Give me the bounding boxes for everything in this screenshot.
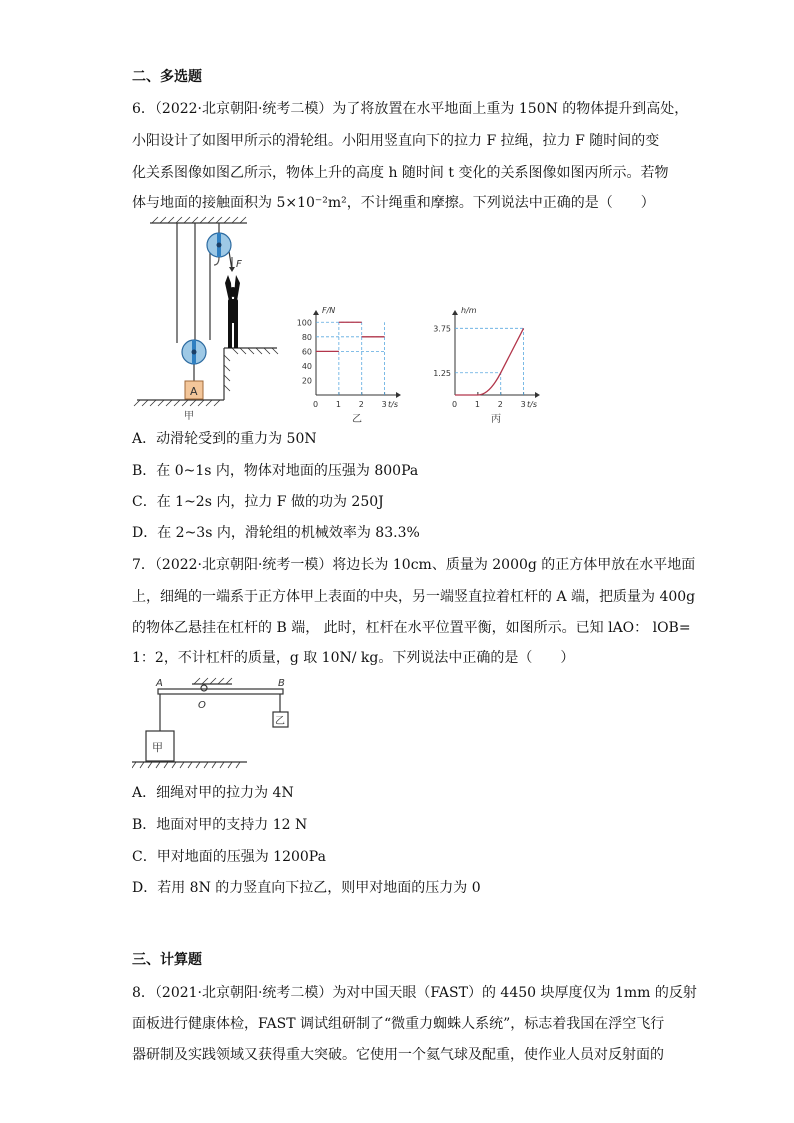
q7-option-b[interactable]: B．地面对甲的支持力 12 N	[132, 817, 308, 833]
x-tick-label: 1	[335, 400, 341, 409]
section-title-calculation: 三、计算题	[132, 952, 202, 968]
q7-line-2: 上，细绳的一端系于正方体甲上表面的中央，另一端竖直拉着杠杆的 A 端，把质量为 400g	[132, 589, 696, 605]
y-axis-arrow	[313, 310, 319, 315]
lever-label-jia: 甲	[152, 741, 163, 754]
x-tick-label: 0	[452, 400, 458, 409]
figure-caption-jia: 甲	[184, 411, 194, 422]
y-axis-label: h/m	[461, 306, 477, 315]
q6-line-1: 6．（2022·北京朝阳·统考二模）为了将放置在水平地面上重为 150N 的物体提升到高处，	[132, 101, 689, 117]
x-tick-label: 1	[474, 400, 480, 409]
q7-line-3: 的物体乙悬挂在杠杆的 B 端， 此时，杠杆在水平位置平衡，如图所示。已知 lAO： lOB=	[132, 620, 691, 636]
y-axis-label: F/N	[322, 306, 336, 315]
q6-option-b[interactable]: B．在 0~1s 内，物体对地面的压强为 800Pa	[132, 463, 419, 479]
x-tick-label: 0	[313, 400, 319, 409]
svg-text:A: A	[190, 385, 198, 398]
x-tick-label: 2	[358, 400, 364, 409]
q6-option-d[interactable]: D．在 2~3s 内，滑轮组的机械效率为 83.3%	[132, 525, 420, 541]
force-time-chart	[290, 295, 410, 425]
q7-line-1: 7．（2022·北京朝阳·统考一模）将边长为 10cm、质量为 2000g 的正方体甲放在水平地面	[132, 557, 696, 573]
chart-caption: 乙	[352, 414, 362, 425]
x-axis-arrow	[535, 392, 540, 398]
q6-line-2: 小阳设计了如图甲所示的滑轮组。小阳用竖直向下的拉力 F 拉绳，拉力 F 随时间的变	[132, 133, 660, 149]
y-tick-label: 3.75	[433, 324, 451, 334]
x-axis-label: t/s	[527, 400, 537, 409]
q6-line-4: 体与地面的接触面积为 5×10⁻²m²，不计绳重和摩擦。下列说法中正确的是（ ）	[132, 195, 655, 211]
y-tick-label: 100	[296, 318, 312, 328]
q7-option-d[interactable]: D．若用 8N 的力竖直向下拉乙，则甲对地面的压力为 0	[132, 880, 481, 896]
lever-label-b: B	[278, 678, 285, 689]
height-time-chart	[425, 295, 550, 425]
q7-option-a[interactable]: A．细绳对甲的拉力为 4N	[132, 785, 294, 801]
y-tick-label: 80	[301, 332, 312, 342]
q8-line-1: 8．（2021·北京朝阳·统考二模）为对中国天眼（FAST）的 4450 块厚度仅为 1mm 的反射	[132, 985, 697, 1001]
lever-figure	[132, 676, 302, 776]
y-tick-label: 20	[301, 376, 312, 386]
person-figure	[225, 275, 240, 348]
q8-line-2: 面板进行健康体检，FAST 调试组研制了“微重力蜘蛛人系统”，标志着我国在浮空飞行	[132, 1016, 665, 1032]
x-tick-label: 3	[520, 400, 526, 409]
y-tick-label: 40	[301, 361, 312, 371]
x-axis-label: t/s	[388, 400, 398, 409]
x-axis-arrow	[396, 392, 401, 398]
q7-option-c[interactable]: C．甲对地面的压强为 1200Pa	[132, 849, 326, 865]
x-tick-label: 3	[381, 400, 387, 409]
pulley-system-figure	[132, 215, 282, 425]
svg-text:F: F	[236, 259, 242, 270]
lever-label-yi: 乙	[275, 716, 285, 727]
x-tick-label: 2	[497, 400, 503, 409]
q6-line-3: 化关系图像如图乙所示，物体上升的高度 h 随时间 t 变化的关系图像如图丙所示。若物	[132, 165, 669, 181]
lever-label-o: O	[198, 700, 206, 711]
q8-line-3: 器研制及实践领域又获得重大突破。它使用一个氦气球及配重，使作业人员对反射面的	[132, 1047, 664, 1063]
y-axis-arrow	[452, 310, 458, 315]
q6-option-c[interactable]: C．在 1~2s 内，拉力 F 做的功为 250J	[132, 494, 384, 510]
lever-bar	[158, 689, 283, 694]
lever-label-a: A	[156, 678, 163, 689]
height-curve	[455, 328, 524, 395]
q7-line-4: 1：2，不计杠杆的质量，g 取 10N/ kg。下列说法中正确的是（ ）	[132, 650, 575, 666]
section-title-multiple-choice: 二、多选题	[132, 69, 202, 85]
q6-option-a[interactable]: A．动滑轮受到的重力为 50N	[132, 431, 317, 447]
y-tick-label: 60	[301, 347, 312, 357]
y-tick-label: 1.25	[433, 368, 451, 378]
chart-caption: 丙	[491, 414, 501, 425]
